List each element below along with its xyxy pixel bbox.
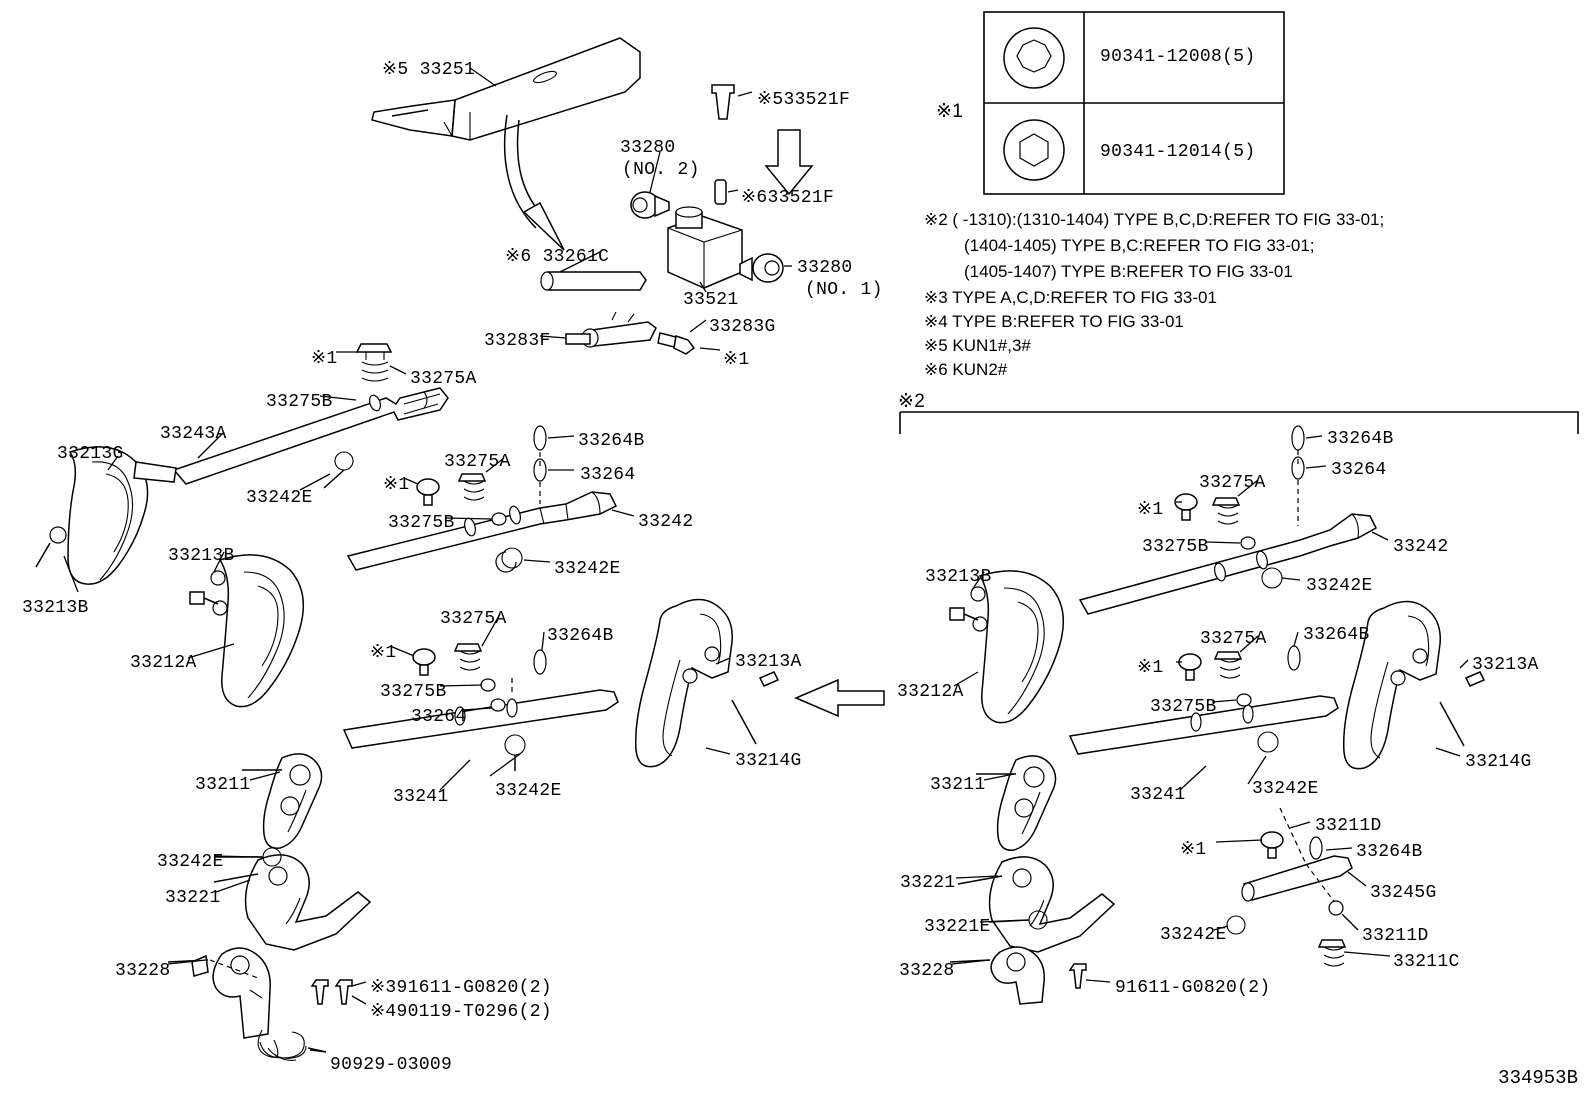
- part-33242E-2-art: [496, 548, 522, 572]
- part-label-33213b: 33213B: [925, 567, 992, 587]
- assembly-arrow-3: [796, 680, 884, 716]
- part-label-33275a: 33275A: [410, 369, 477, 389]
- part-33275A-3-art: [455, 644, 481, 670]
- part-label-33242: 33242: [1393, 537, 1449, 557]
- part-33242E-1-art: [324, 452, 353, 488]
- assembly-arrow-2: [766, 130, 812, 194]
- legend-table-art: [984, 12, 1284, 194]
- part-label-no-1: (NO. 1): [805, 280, 883, 300]
- part-33275A-2-art: [459, 474, 485, 500]
- part-x1-bolt-c-art: [417, 479, 439, 505]
- part-91611-bolts-left-art: [312, 980, 352, 1004]
- r-part-33228-art: [950, 947, 1086, 1004]
- note-5: ※5 KUN1#,3#: [924, 336, 1031, 355]
- part-33221-bracket-art: [214, 855, 370, 950]
- r-part-33242E-2-art: [1258, 732, 1278, 752]
- part-33214G-fork-art: [636, 599, 756, 766]
- part-label-33242e: 33242E: [1306, 576, 1373, 596]
- part-label-33214g: 33214G: [1465, 752, 1532, 772]
- part-label-33211: 33211: [930, 775, 986, 795]
- part-label-633521f: ※633521F: [741, 188, 835, 208]
- r-part-33211-lever-art: [976, 756, 1056, 850]
- part-label-33211: 33211: [195, 775, 251, 795]
- part-label-1: ※1: [1137, 658, 1164, 678]
- part-label-33212a: 33212A: [130, 653, 197, 673]
- part-label-33242e: 33242E: [157, 852, 224, 872]
- part-label-33275b: 33275B: [266, 392, 333, 412]
- r-part-33275B-1-art: [1241, 537, 1255, 549]
- note-4: ※4 TYPE B:REFER TO FIG 33-01: [924, 312, 1184, 331]
- part-label-391611-g0820-2: ※391611-G0820(2): [370, 978, 552, 998]
- part-label-33213a: 33213A: [1472, 655, 1539, 675]
- part-label-33242e: 33242E: [246, 488, 313, 508]
- part-label-33228: 33228: [115, 961, 171, 981]
- part-label-no-2: (NO. 2): [622, 160, 700, 180]
- note-1: (1404-1405) TYPE B,C:REFER TO FIG 33-01;: [964, 236, 1315, 255]
- part-33213A-pin-art: [760, 672, 778, 686]
- part-label-33280: 33280: [620, 138, 676, 158]
- part-label-33242e: 33242E: [495, 781, 562, 801]
- r-part-33221-bracket-art: [958, 857, 1114, 952]
- part-label-33212a: 33212A: [897, 682, 964, 702]
- note-2: (1405-1407) TYPE B:REFER TO FIG 33-01: [964, 262, 1293, 281]
- r-part-33242E-1-art: [1262, 568, 1282, 588]
- part-label-33242e: 33242E: [1160, 925, 1227, 945]
- legend-marker: ※1: [936, 101, 964, 122]
- part-label-33213b: 33213B: [22, 598, 89, 618]
- part-33264B-1-art: [534, 426, 546, 450]
- part-label-33521: 33521: [683, 290, 739, 310]
- legend-row-1-part: 90341-12014(5): [1100, 142, 1256, 162]
- part-33228-art: [168, 948, 270, 1038]
- part-label-33221: 33221: [165, 888, 221, 908]
- part-label-33275a: 33275A: [1200, 629, 1267, 649]
- legend-row-0-part: 90341-12008(5): [1100, 47, 1256, 67]
- r-part-x1-bolt-b-art: [1179, 654, 1201, 680]
- part-label-6-33261c: ※6 33261C: [505, 247, 610, 267]
- part-label-33211d: 33211D: [1362, 926, 1429, 946]
- part-label-1: ※1: [383, 475, 410, 495]
- part-label-33275b: 33275B: [388, 513, 455, 533]
- group-2-marker: ※2: [898, 391, 926, 412]
- r-part-33264B-1-art: [1292, 426, 1304, 450]
- part-label-1: ※1: [370, 643, 397, 663]
- part-label-33275a: 33275A: [1199, 473, 1266, 493]
- part-label-33264b: 33264B: [1303, 625, 1370, 645]
- part-label-33241: 33241: [1130, 785, 1186, 805]
- r-part-x1-bolt-a-art: [1175, 494, 1197, 520]
- part-label-33221e: 33221E: [924, 917, 991, 937]
- part-label-533521f: ※533521F: [757, 90, 851, 110]
- part-label-1: ※1: [1137, 500, 1164, 520]
- part-33275A-1-art: [357, 344, 391, 381]
- part-label-33245g: 33245G: [1370, 883, 1437, 903]
- part-label-33221: 33221: [900, 873, 956, 893]
- part-label-33228: 33228: [899, 961, 955, 981]
- part-33280-no1-art: [740, 254, 783, 282]
- part-33280-no2-art: [631, 192, 669, 218]
- part-label-33241: 33241: [393, 787, 449, 807]
- part-33275B-2-art: [492, 513, 506, 525]
- part-33283-art: [566, 312, 694, 354]
- figure-code: 334953B: [1498, 1067, 1578, 1089]
- part-label-33264b: 33264B: [1356, 842, 1423, 862]
- part-label-33275b: 33275B: [1142, 537, 1209, 557]
- note-3: ※3 TYPE A,C,D:REFER TO FIG 33-01: [924, 288, 1217, 307]
- part-33261C-art: [541, 272, 646, 290]
- r-part-33275A-2-art: [1215, 652, 1241, 678]
- part-x1-bolt-d-art: [413, 649, 435, 675]
- part-33521-art: [668, 207, 742, 288]
- note-0: ※2 ( -1310):(1310-1404) TYPE B,C,D:REFER TO FIG 33-01;: [924, 210, 1385, 229]
- part-label-490119-t0296-2: ※490119-T0296(2): [370, 1002, 552, 1022]
- part-label-33211d: 33211D: [1315, 816, 1382, 836]
- r-part-33275A-1-art: [1213, 498, 1239, 524]
- part-label-33283f: 33283F: [484, 331, 551, 351]
- part-label-1: ※1: [723, 350, 750, 370]
- part-33521F-art: [712, 85, 734, 204]
- part-label-33213a: 33213A: [735, 652, 802, 672]
- part-label-33264: 33264: [1331, 460, 1387, 480]
- part-label-1: ※1: [311, 349, 338, 369]
- part-label-5-33251: ※5 33251: [382, 60, 476, 80]
- part-label-33264b: 33264B: [547, 626, 614, 646]
- part-label-33213g: 33213G: [57, 444, 124, 464]
- part-label-33275a: 33275A: [444, 452, 511, 472]
- part-label-33264b: 33264B: [1327, 429, 1394, 449]
- part-label-33280: 33280: [797, 258, 853, 278]
- part-label-1: ※1: [1180, 840, 1207, 860]
- part-label-90929-03009: 90929-03009: [330, 1055, 453, 1075]
- part-33211-lever-art: [242, 754, 322, 848]
- part-label-33275b: 33275B: [380, 682, 447, 702]
- part-33275B-3-art: [481, 679, 495, 691]
- r-part-33275B-2-art: [1237, 694, 1251, 706]
- part-33242E-3-art: [505, 735, 525, 771]
- assembly-arrow-1: [505, 115, 564, 250]
- part-33264-2-art: [491, 699, 505, 711]
- part-label-33283g: 33283G: [709, 317, 776, 337]
- r-part-33212A-fork-art: [950, 571, 1063, 723]
- part-label-33275b: 33275B: [1150, 697, 1217, 717]
- part-label-33211c: 33211C: [1393, 952, 1460, 972]
- r-part-33242-shaft-art: [1080, 514, 1376, 614]
- part-33212A-fork-art: [190, 555, 303, 707]
- part-label-91611-g0820-2: 91611-G0820(2): [1115, 978, 1271, 998]
- part-33264B-2-art: [534, 650, 546, 674]
- part-label-33264: 33264: [580, 465, 636, 485]
- part-label-33242e: 33242E: [554, 559, 621, 579]
- part-label-33264b: 33264B: [578, 431, 645, 451]
- r-part-33264B-2-art: [1288, 646, 1300, 670]
- part-label-33242e: 33242E: [1252, 779, 1319, 799]
- part-label-33275a: 33275A: [440, 609, 507, 629]
- part-label-33242: 33242: [638, 512, 694, 532]
- part-33213G-fork-art: [36, 447, 176, 584]
- note-6: ※6 KUN2#: [924, 360, 1008, 379]
- part-label-33264: 33264: [411, 707, 467, 727]
- part-label-33214g: 33214G: [735, 751, 802, 771]
- part-label-33243a: 33243A: [160, 424, 227, 444]
- group-2-bracket: [900, 412, 1578, 434]
- part-label-33213b: 33213B: [168, 546, 235, 566]
